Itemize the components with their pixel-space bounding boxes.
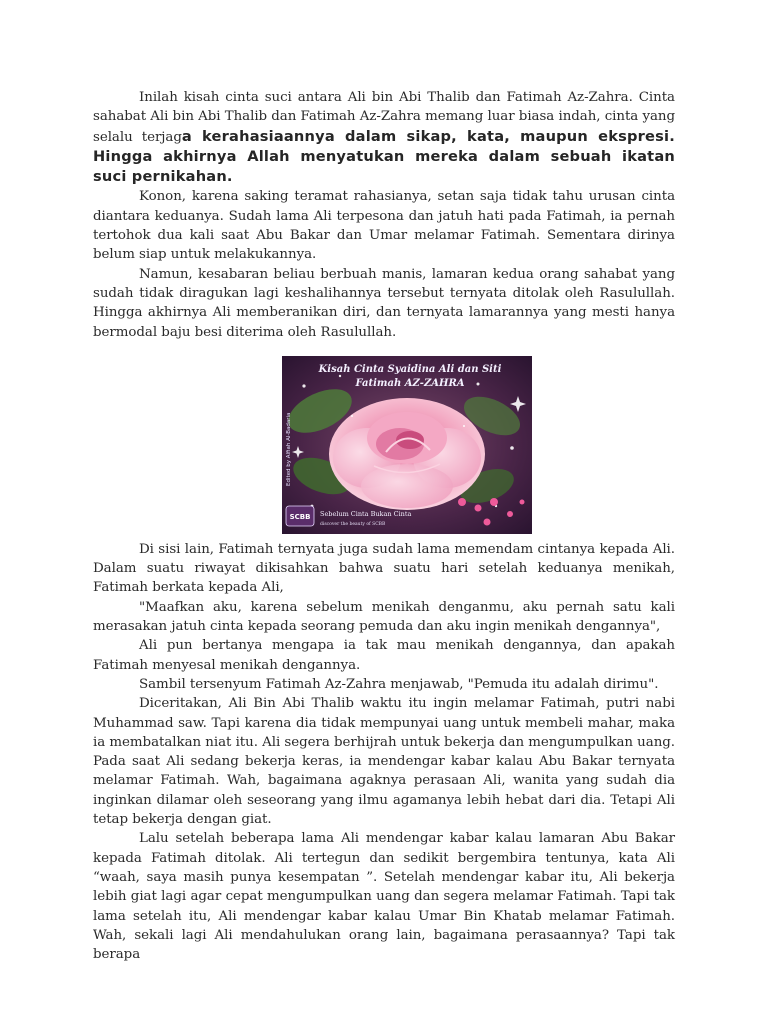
logo-text: SCBB xyxy=(289,512,311,521)
figure-container xyxy=(93,356,675,536)
rose-illustration xyxy=(282,356,532,534)
illustration-title-line1: Kisah Cinta Syaidina Ali dan Siti xyxy=(318,363,502,375)
paragraph-diceritakan: Diceritakan, Ali Bin Abi Thalib waktu itu ingin melamar Fatimah, putri nabi Muhammad saw. Tapi karena dia tidak mempunyai uang untuk membeli mahar, maka ia membatalkan niat itu. Ali segera berhijrah untuk bekerja dan mengumpulkan uang. Pada saat Ali sedang bekerja keras, ia mendengar kabar kalau Abu Bakar ternyata melamar Fatimah. Wah, bagaimana agaknya perasaan Ali, wanita yang sudah dia inginkan dilamar oleh seseorang yang ilmu agamanya lebih hebat dari dia. Tetapi Ali tetap bekerja dengan giat. xyxy=(93,696,675,828)
paragraph-lalu-setelah: Lalu setelah beberapa lama Ali mendengar kabar kalau lamaran Abu Bakar kepada Fatimah ditolak. Ali tertegun dan sedikit bergembira tentunya, kata Ali “waah, saya masih punya kesempatan ”. Setelah mendengar kabar itu, Ali bekerja lebih giat lagi agar cepat mengumpulkan uang dan segera melamar Fatimah. Tapi tak lama setelah itu, Ali mendengar kabar kalau Umar Bin Khatab melamar Fatimah. Wah, sekali lagi Ali mendahulukan orang lain, bagaimana perasaannya? Tapi tak berapa xyxy=(93,831,675,963)
illustration-side-text: Edited by Alfiah Al-Badaria xyxy=(286,412,292,486)
illustration-caption-line1: Sebelum Cinta Bukan Cinta xyxy=(320,509,412,518)
paragraph-maafkan-aku: "Maafkan aku, karena sebelum menikah denganmu, aku pernah satu kali merasakan jatuh cinta kepada seorang pemuda dan aku ingin menikah dengannya", xyxy=(93,599,675,635)
rose-flower xyxy=(329,398,485,510)
illustration-caption-line2: discover the beauty of SCBB xyxy=(320,521,386,527)
paragraph-namun: Namun, kesabaran beliau berbuah manis, lamaran kedua orang sahabat yang sudah tidak diragukan lagi keshalihannya tersebut ternyata ditolak oleh Rasulullah. Hingga akhirnya Ali memberanikan diri, dan ternyata lamarannya yang mesti hanya bermodal baju besi diterima oleh Rasulullah. xyxy=(93,266,675,340)
paragraph-intro-bold-text: a kerahasiaannya dalam sikap, kata, maupun ekspresi. Hingga akhirnya Allah menyatukan mereka dalam sebuah ikatan suci pernikahan. xyxy=(93,127,675,186)
paragraph-intro-text: Inilah kisah cinta suci antara Ali bin Abi Thalib dan Fatimah Az-Zahra. Cinta sahabat Ali bin Abi Thalib dan Fatimah Az-Zahra memang luar biasa indah, cinta yang selalu terjag xyxy=(93,90,675,145)
paragraph-ali-bertanya: Ali pun bertanya mengapa ia tak mau menikah dengannya, dan apakah Fatimah menyesal menikah dengannya. xyxy=(93,638,675,673)
illustration-title-line2: Fatimah AZ-ZAHRA xyxy=(355,377,465,389)
paragraph-konon: Konon, karena saking teramat rahasianya, setan saja tidak tahu urusan cinta diantara keduanya. Sudah lama Ali terpesona dan jatuh hati pada Fatimah, ia pernah tertohok dua kali saat Abu Bakar dan Umar melamar Fatimah. Sementara dirinya belum siap untuk melakukannya. xyxy=(93,189,675,263)
paragraph-intro xyxy=(93,88,675,187)
paragraph-sambil-tersenyum: Sambil tersenyum Fatimah Az-Zahra menjawab, "Pemuda itu adalah dirimu". xyxy=(139,676,659,692)
paragraph-di-sisi-lain: Di sisi lain, Fatimah ternyata juga sudah lama memendam cintanya kepada Ali. Dalam suatu riwayat dikisahkan bahwa suatu hari setelah keduanya menikah, Fatimah berkata kepada Ali, xyxy=(93,541,675,596)
document-page xyxy=(93,88,675,964)
